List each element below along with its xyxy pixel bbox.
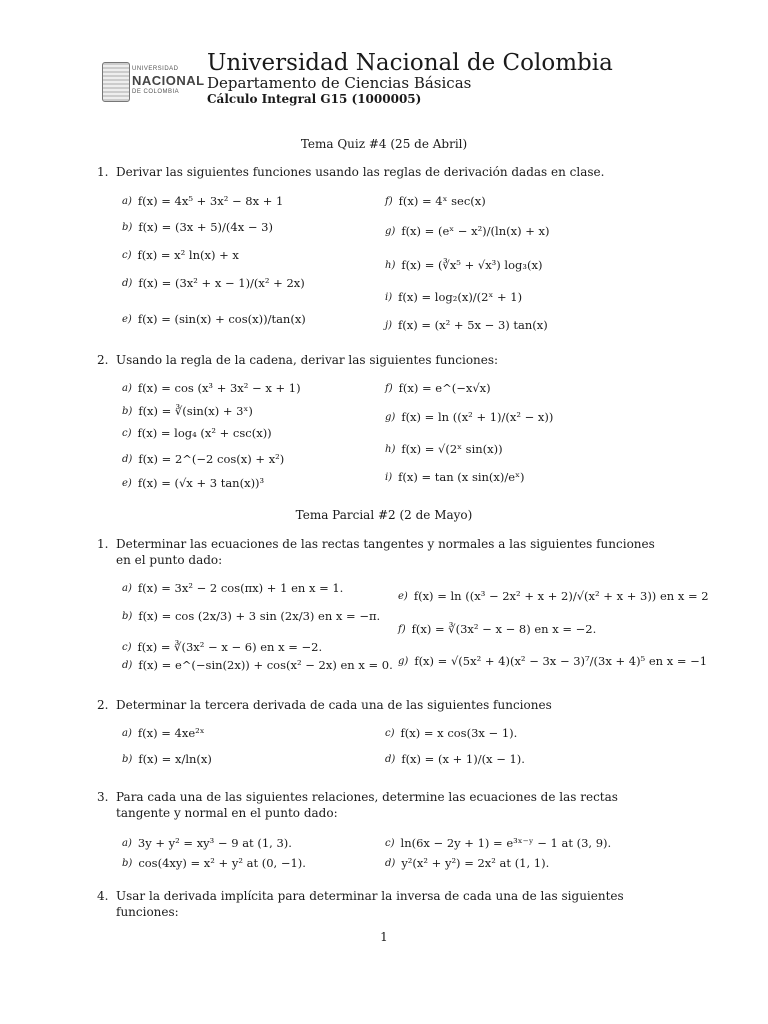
math-expression: f(x) = e^(−x√x) xyxy=(398,381,491,395)
item-label: e) xyxy=(122,477,132,489)
math-expression: f(x) = x cos(3x − 1). xyxy=(400,726,518,740)
exercise-item xyxy=(122,452,284,466)
parcial-title: Tema Parcial #2 (2 de Mayo) xyxy=(295,508,473,522)
university-name: Universidad Nacional de Colombia xyxy=(207,50,613,76)
item-label: d) xyxy=(385,857,396,869)
item-label: g) xyxy=(398,655,409,667)
exercise-item xyxy=(385,856,549,870)
quiz-question-2 xyxy=(97,352,667,368)
question-text: Determinar la tercera derivada de cada una de las siguientes funciones xyxy=(116,698,552,712)
exercise-item xyxy=(385,726,517,740)
exercise-item xyxy=(122,726,205,740)
math-expression: f(x) = (∛x⁵ + √x³) log₃(x) xyxy=(401,258,543,272)
exercise-item xyxy=(122,312,306,326)
math-expression: f(x) = 2^(−2 cos(x) + x²) xyxy=(138,452,285,466)
item-label: b) xyxy=(122,857,133,869)
math-expression: f(x) = e^(−sin(2x)) + cos(x² − 2x) en x = 0. xyxy=(138,658,393,672)
math-expression: f(x) = log₂(x)/(2ˣ + 1) xyxy=(398,290,523,304)
item-label: c) xyxy=(385,837,395,849)
math-expression: f(x) = (3x² + x − 1)/(x² + 2x) xyxy=(138,276,305,290)
math-expression: f(x) = x/ln(x) xyxy=(138,752,212,766)
item-label: f) xyxy=(385,195,393,207)
department-name: Departamento de Ciencias Básicas xyxy=(207,74,472,92)
math-expression: f(x) = (√x + 3 tan(x))³ xyxy=(137,476,265,490)
question-number: 1. xyxy=(97,165,109,179)
exercise-item xyxy=(122,404,253,418)
question-number: 4. xyxy=(97,889,109,903)
exercise-item xyxy=(385,836,611,850)
item-label: j) xyxy=(385,319,393,331)
math-expression: f(x) = cos (2x/3) + 3 sin (2x/3) en x = −π. xyxy=(138,609,381,623)
item-label: c) xyxy=(385,727,395,739)
logo-line2: NACIONAL xyxy=(132,73,205,88)
exercise-item xyxy=(122,276,305,290)
item-label: a) xyxy=(122,382,132,394)
math-expression: f(x) = (sin(x) + cos(x))/tan(x) xyxy=(137,312,306,326)
exercise-item xyxy=(122,836,292,850)
exercise-item xyxy=(385,470,524,484)
math-expression: f(x) = ∛(3x² − x − 6) en x = −2. xyxy=(137,640,323,654)
item-label: d) xyxy=(122,659,133,671)
item-label: a) xyxy=(122,727,132,739)
item-label: d) xyxy=(122,277,133,289)
exercise-item xyxy=(122,194,283,208)
question-text: Usando la regla de la cadena, derivar las siguientes funciones: xyxy=(116,353,499,367)
page-number: 1 xyxy=(380,930,388,944)
exercise-item xyxy=(122,752,212,766)
item-label: d) xyxy=(122,453,133,465)
exercise-item xyxy=(385,410,553,424)
item-label: h) xyxy=(385,443,396,455)
exercise-item xyxy=(385,258,542,272)
item-label: b) xyxy=(122,221,133,233)
math-expression: f(x) = 3x² − 2 cos(πx) + 1 en x = 1. xyxy=(137,581,344,595)
item-label: g) xyxy=(385,411,396,423)
exercise-item xyxy=(385,442,503,456)
math-expression: f(x) = √(5x² + 4)(x² − 3x − 3)⁷/(3x + 4)⁵ en x = −1 xyxy=(414,654,708,668)
math-expression: f(x) = (3x + 5)/(4x − 3) xyxy=(138,220,273,234)
math-expression: y²(x² + y²) = 2x² at (1, 1). xyxy=(401,856,550,870)
exercise-item xyxy=(122,856,306,870)
exercise-item xyxy=(385,381,491,395)
question-number: 3. xyxy=(97,790,109,804)
item-label: i) xyxy=(385,471,393,483)
parcial-question-1 xyxy=(97,536,667,568)
item-label: a) xyxy=(122,837,132,849)
item-label: a) xyxy=(122,195,132,207)
math-expression: f(x) = (eˣ − x²)/(ln(x) + x) xyxy=(401,224,550,238)
exercise-item xyxy=(122,658,393,672)
math-expression: f(x) = cos (x³ + 3x² − x + 1) xyxy=(137,381,301,395)
question-text: Determinar las ecuaciones de las rectas tangentes y normales a las siguientes funciones en el punto dado: xyxy=(116,537,655,567)
math-expression: f(x) = tan (x sin(x)/eˣ) xyxy=(398,470,525,484)
item-label: f) xyxy=(385,382,393,394)
exercise-item xyxy=(122,220,273,234)
item-label: c) xyxy=(122,641,132,653)
question-number: 1. xyxy=(97,537,109,551)
math-expression: cos(4xy) = x² + y² at (0, −1). xyxy=(138,856,306,870)
math-expression: ln(6x − 2y + 1) = e³ˣ⁻ʸ − 1 at (3, 9). xyxy=(400,836,612,850)
exercise-item xyxy=(385,318,548,332)
math-expression: f(x) = (x + 1)/(x − 1). xyxy=(401,752,525,766)
quiz-question-1 xyxy=(97,164,667,180)
parcial-question-2 xyxy=(97,697,667,713)
exercise-item xyxy=(385,194,486,208)
exercise-item xyxy=(398,654,707,668)
exercise-item xyxy=(122,381,301,395)
item-label: d) xyxy=(385,753,396,765)
course-name: Cálculo Integral G15 (1000005) xyxy=(207,92,422,106)
exercise-item xyxy=(122,476,264,490)
item-label: c) xyxy=(122,427,132,439)
math-expression: f(x) = 4ˣ sec(x) xyxy=(398,194,486,208)
item-label: b) xyxy=(122,405,133,417)
logo-line3: DE COLOMBIA xyxy=(132,89,180,95)
exercise-item xyxy=(385,290,522,304)
parcial-question-4 xyxy=(97,888,667,920)
math-expression: f(x) = (x² + 5x − 3) tan(x) xyxy=(398,318,548,332)
math-expression: f(x) = 4x⁵ + 3x² − 8x + 1 xyxy=(137,194,284,208)
quiz-title: Tema Quiz #4 (25 de Abril) xyxy=(300,137,468,151)
exercise-item xyxy=(122,640,322,654)
item-label: b) xyxy=(122,753,133,765)
item-label: e) xyxy=(122,313,132,325)
math-expression: 3y + y² = xy³ − 9 at (1, 3). xyxy=(137,836,292,850)
math-expression: f(x) = ln ((x³ − 2x² + x + 2)/√(x² + x + 3)) en x = 2 xyxy=(413,589,709,603)
item-label: i) xyxy=(385,291,393,303)
math-expression: f(x) = ∛(sin(x) + 3ˣ) xyxy=(138,404,253,418)
exercise-item xyxy=(122,581,343,595)
item-label: a) xyxy=(122,582,132,594)
question-number: 2. xyxy=(97,353,109,367)
item-label: b) xyxy=(122,610,133,622)
math-expression: f(x) = 4xe²ˣ xyxy=(137,726,205,740)
item-label: g) xyxy=(385,225,396,237)
item-label: c) xyxy=(122,249,132,261)
math-expression: f(x) = ∛(3x² − x − 8) en x = −2. xyxy=(411,622,597,636)
question-number: 2. xyxy=(97,698,109,712)
item-label: e) xyxy=(398,590,408,602)
question-text: Para cada una de las siguientes relaciones, determine las ecuaciones de las rectas tangente y normal en el punto dado: xyxy=(116,790,618,820)
logo-line1: UNIVERSIDAD xyxy=(132,66,179,72)
university-logo xyxy=(102,62,205,102)
item-label: h) xyxy=(385,259,396,271)
exercise-item xyxy=(122,426,272,440)
math-expression: f(x) = log₄ (x² + csc(x)) xyxy=(137,426,272,440)
exercise-item xyxy=(385,224,550,238)
math-expression: f(x) = √(2ˣ sin(x)) xyxy=(401,442,503,456)
exercise-item xyxy=(398,589,709,603)
exercise-item xyxy=(122,248,239,262)
exercise-item xyxy=(122,609,380,623)
question-text: Usar la derivada implícita para determinar la inversa de cada una de las siguientes funciones: xyxy=(116,889,624,919)
question-text: Derivar las siguientes funciones usando las reglas de derivación dadas en clase. xyxy=(116,165,605,179)
math-expression: f(x) = x² ln(x) + x xyxy=(137,248,239,262)
exercise-item xyxy=(385,752,525,766)
seal-icon xyxy=(102,62,130,102)
exercise-item xyxy=(398,622,596,636)
parcial-question-3 xyxy=(97,789,667,821)
math-expression: f(x) = ln ((x² + 1)/(x² − x)) xyxy=(401,410,554,424)
item-label: f) xyxy=(398,623,406,635)
